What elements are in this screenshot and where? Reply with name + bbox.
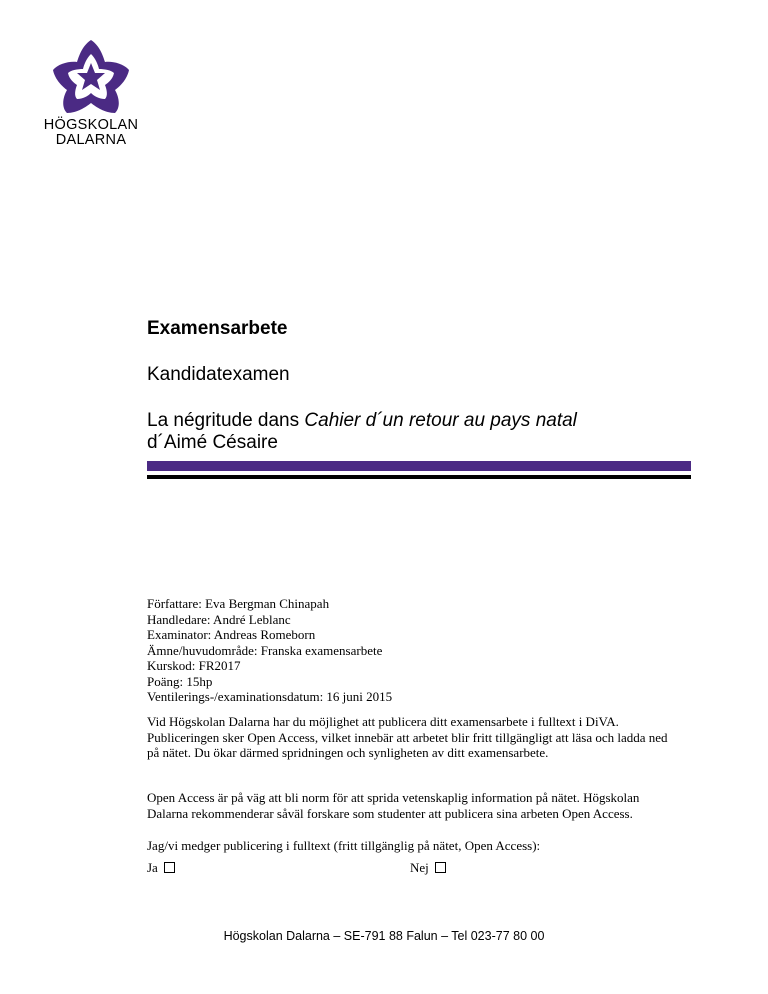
star-emblem-icon (42, 38, 140, 114)
document-type: Examensarbete (147, 318, 288, 339)
page-footer: Högskolan Dalarna – SE-791 88 Falun – Tel 023-77 80 00 (223, 929, 545, 943)
logo-wordmark (32, 118, 150, 148)
meta-examiner: Examinator: Andreas Romeborn (147, 627, 316, 642)
meta-exam-date: Ventilerings-/examinationsdatum: 16 juni 2015 (147, 689, 393, 704)
meta-supervisor: Handledare: André Leblanc (147, 611, 291, 627)
purple-divider (147, 461, 691, 471)
title-prefix: La négritude dans (147, 410, 305, 431)
consent-yes-checkbox[interactable] (164, 862, 175, 873)
open-access-paragraph: Open Access är på väg att bli norm för att sprida vetenskaplig information på nätet. Högskolan Dalarna rekommenderar såväl forskare som studenter att publicera sina arbeten Open Access. (147, 790, 640, 821)
consent-yes-option[interactable] (147, 860, 175, 876)
consent-question: Jag/vi medger publicering i fulltext (fritt tillgänglig på nätet, Open Access): (147, 838, 541, 853)
consent-no-checkbox[interactable] (435, 862, 446, 873)
thesis-title (147, 410, 707, 454)
diva-publication-paragraph: Vid Högskolan Dalarna har du möjlighet att publicera ditt examensarbete i fulltext i DiVA. Publiceringen sker Open Access, vilket innebär att arbetet blir fritt tillgängligt att läsa och ladda ned på nätet. Du ökar därmed spridningen och synligheten av ditt examensarbete. (147, 714, 668, 760)
logo-line-2: DALARNA (55, 132, 127, 148)
meta-course-code: Kurskod: FR2017 (147, 658, 241, 673)
meta-author: Författare: Eva Bergman Chinapah (147, 596, 330, 611)
meta-subject: Ämne/huvudområde: Franska examensarbete (147, 642, 383, 658)
consent-no-label: Nej (410, 860, 429, 875)
title-line-2: d´Aimé Césaire (147, 432, 278, 453)
title-work-name: Cahier d´un retour au pays natal (304, 410, 577, 431)
meta-credits: Poäng: 15hp (147, 673, 213, 689)
degree-level: Kandidatexamen (147, 364, 290, 385)
black-divider (147, 475, 691, 479)
thesis-metadata (147, 596, 392, 705)
consent-yes-label: Ja (147, 860, 158, 875)
logo-line-1: HÖGSKOLAN (43, 117, 139, 133)
consent-no-option[interactable] (410, 860, 446, 876)
